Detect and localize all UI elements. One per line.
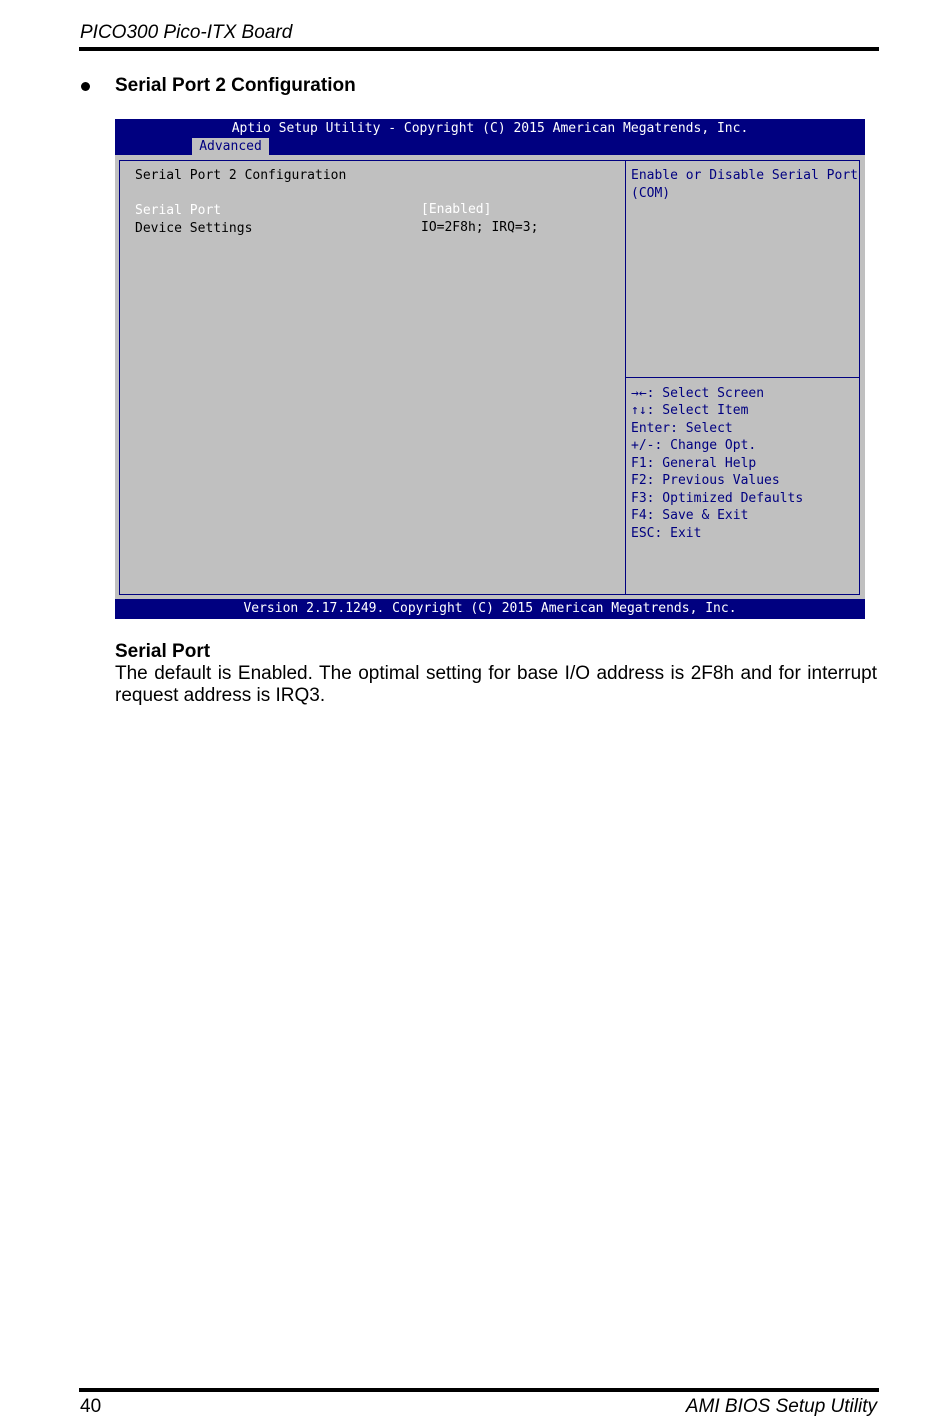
key-hint-select-screen: →←: Select Screen (631, 386, 765, 401)
bios-page-heading: Serial Port 2 Configuration (135, 168, 347, 183)
bullet-icon (81, 82, 90, 91)
key-hint-select-item: ↑↓: Select Item (631, 403, 749, 418)
bios-version-footer: Version 2.17.1249. Copyright (C) 2015 American Megatrends, Inc. (243, 601, 737, 616)
key-hint-enter: Enter: Select (631, 421, 733, 436)
key-hint-optimized-defaults: F3: Optimized Defaults (631, 491, 804, 506)
description-title: Serial Port (115, 641, 211, 662)
bios-main-panel (115, 155, 865, 599)
setting-serial-port[interactable]: Serial Port (135, 203, 222, 218)
key-hint-general-help: F1: General Help (631, 456, 757, 471)
setting-device-settings[interactable]: Device Settings (135, 221, 253, 236)
description-body: The default is Enabled. The optimal setting for base I/O address is 2F8h and for interrupt request address is IRQ3. (115, 663, 877, 706)
key-hint-esc-exit: ESC: Exit (631, 526, 702, 541)
bios-screenshot (115, 119, 865, 619)
key-hint-change-opt: +/-: Change Opt. (631, 438, 757, 453)
bios-title-bar: Aptio Setup Utility - Copyright (C) 2015 American Megatrends, Inc. (231, 121, 749, 136)
key-hint-save-exit: F4: Save & Exit (631, 508, 749, 523)
footer-rule (79, 1388, 879, 1392)
section-heading: Serial Port 2 Configuration (115, 75, 356, 96)
document-header-title: PICO300 Pico-ITX Board (80, 22, 293, 43)
header-rule (79, 47, 879, 51)
setting-device-settings-value: IO=2F8h; IRQ=3; (421, 220, 539, 235)
help-text-line: Enable or Disable Serial Port (631, 168, 858, 183)
key-hint-previous-values: F2: Previous Values (631, 473, 780, 488)
help-text-line: (COM) (631, 186, 671, 201)
page-number: 40 (80, 1396, 102, 1417)
setting-serial-port-value[interactable]: [Enabled] (421, 202, 492, 217)
tab-advanced[interactable]: Advanced (192, 138, 269, 155)
document-footer-title: AMI BIOS Setup Utility (685, 1396, 877, 1417)
